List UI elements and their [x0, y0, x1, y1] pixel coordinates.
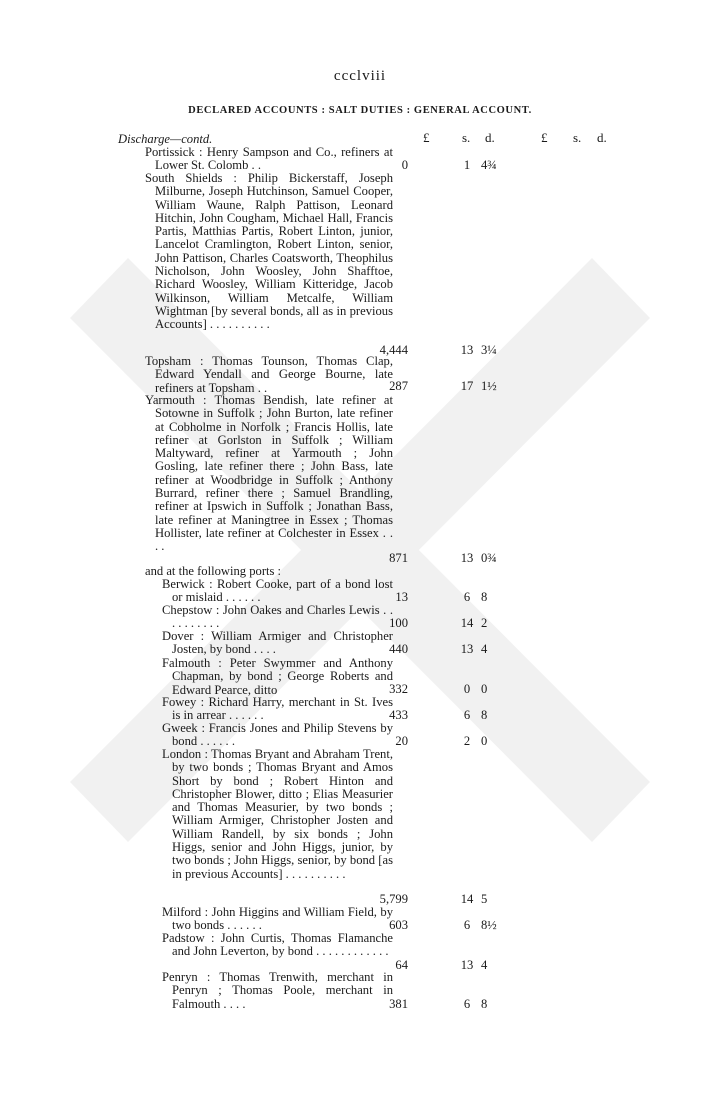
entry-pounds: 13 [395, 590, 408, 604]
entry-pounds: 287 [389, 379, 408, 393]
entry-pounds: 64 [395, 958, 408, 972]
entry-shillings: 13 [460, 958, 474, 972]
entry-pence: 4 [481, 642, 488, 656]
col-pounds-1: £ [423, 130, 430, 145]
entry-pence: 1½ [481, 379, 497, 393]
entry-pence: 2 [481, 616, 488, 630]
entry-text: Penryn : Thomas Trenwith, merchant in Penryn ; Thomas Poole, merchant in Falmouth . . . . [162, 970, 393, 1011]
entry-text: Chepstow : John Oakes and Charles Lewis . . . . . . . . . . [162, 603, 393, 631]
section-heading: Discharge—contd. [118, 132, 213, 146]
entry-shillings: 2 [463, 734, 471, 748]
entry-pence: 8 [481, 997, 488, 1011]
entry-shillings: 6 [463, 708, 471, 722]
col-shillings-2: s. [573, 130, 582, 145]
col-pounds-2: £ [541, 130, 548, 145]
col-pence-1: d. [485, 130, 495, 145]
entry-text: South Shields : Philip Bickerstaff, Joseph Milburne, Joseph Hutchinson, Samuel Cooper, William Waune, Ralph Pattison, Leonard Hitchin, John Cougham, Michael Hall, Francis Partis, Matthias Partis, Robert Linton, junior, Lancelot Cramlington, Robert Linton, senior, John Pattison, Charles Coatsworth, Theophilus Nicholson, John Woosley, John Shafftoe, Richard Woosley, William Kitteridge, Jacob Wilkinson, William Metcalfe, William Wightman [by several bonds, all as in previous Accounts] . . . . . . . . . . [145, 171, 393, 332]
entry-text: London : Thomas Bryant and Abraham Trent, by two bonds ; Thomas Bryant and Amos Short by bond ; Robert Hinton and Christopher Blower, ditto ; Elias Measurier and Thomas Measurier, by two bonds ; William Armiger, Christopher Josten and William Randell, by six bonds ; John Higgs, senior and John Higgs, junior, by two bonds ; John Higgs, senior, by bond [as in previous Accounts] . . . . . . . . . . [162, 747, 393, 881]
entry-pounds: 4,444 [379, 343, 408, 357]
entry-text: Milford : John Higgins and William Field, by two bonds . . . . . . [162, 905, 393, 933]
entry-text: Portissick : Henry Sampson and Co., refiners at Lower St. Colomb . . [145, 145, 393, 173]
entry-text: Dover : William Armiger and Christopher Josten, by bond . . . . [162, 629, 393, 657]
entry-text: Fowey : Richard Harry, merchant in St. Ives is in arrear . . . . . . [162, 695, 393, 723]
entry-text: and at the following ports : [145, 564, 282, 578]
entry-shillings: 13 [460, 551, 474, 565]
entry-shillings: 14 [460, 616, 474, 630]
entry-pounds: 20 [395, 734, 408, 748]
entry-shillings: 6 [463, 918, 471, 932]
entry-text: Topsham : Thomas Tounson, Thomas Clap, Edward Yendall and George Bourne, late refiners at Topsham . . [145, 354, 393, 395]
entry-pounds: 381 [389, 997, 408, 1011]
entry-pence: 8 [481, 708, 488, 722]
entry-pounds: 5,799 [379, 892, 408, 906]
entry-text: Berwick : Robert Cooke, part of a bond lost or mislaid . . . . . . [162, 577, 393, 605]
entry-text: Falmouth : Peter Swymmer and Anthony Chapman, by bond ; George Roberts and Edward Pearce, ditto [162, 656, 393, 697]
entry-shillings: 13 [460, 343, 474, 357]
col-shillings-1: s. [462, 130, 471, 145]
entry-shillings: 0 [463, 682, 471, 696]
entry-pence: 4¾ [481, 158, 497, 172]
entry-shillings: 6 [463, 590, 471, 604]
entry-text: Padstow : John Curtis, Thomas Flamanche and John Leverton, by bond . . . . . . . . . . . . [162, 931, 393, 959]
entry-shillings: 13 [460, 642, 474, 656]
entry-pence: 0¾ [481, 551, 497, 565]
entry-pounds: 440 [389, 642, 408, 656]
entry-pounds: 0 [401, 158, 408, 172]
entry-pounds: 871 [389, 551, 408, 565]
entry-pounds: 332 [389, 682, 408, 696]
page-number: ccclviii [333, 68, 387, 84]
entry-pence: 4 [481, 958, 488, 972]
entry-pence: 8 [481, 590, 488, 604]
entry-text: Gweek : Francis Jones and Philip Stevens by bond . . . . . . [162, 721, 393, 749]
entry-shillings: 14 [460, 892, 474, 906]
entry-shillings: 17 [460, 379, 474, 393]
entry-text: Yarmouth : Thomas Bendish, late refiner at Sotowne in Suffolk ; John Burton, late refiner at Cobholme in Norfolk ; Francis Hollis, late refiner at Gorlston in Suffolk ; William Maltyward, refiner at Yarmouth ; John Gosling, late refiner there ; John Bass, late refiner at Woodbridge in Suffolk ; Anthony Burrard, refiner there ; Samuel Brandling, refiner at Ipswich in Suffolk ; Jonathan Bass, late refiner at Maningtree in Essex ; Thomas Hollister, late refiner at Colchester in Essex . . . . [145, 393, 393, 554]
entry-pence: 3¼ [481, 343, 497, 357]
entry-pence: 5 [481, 892, 488, 906]
entry-shillings: 1 [463, 158, 471, 172]
entry-pence: 0 [481, 682, 488, 696]
entry-pounds: 433 [389, 708, 408, 722]
entry-pounds: 603 [389, 918, 408, 932]
running-head: DECLARED ACCOUNTS : SALT DUTIES : GENERAL ACCOUNT. [188, 105, 532, 116]
entry-shillings: 6 [463, 997, 471, 1011]
entry-pounds: 100 [389, 616, 408, 630]
entry-pence: 8½ [481, 918, 497, 932]
col-pence-2: d. [597, 130, 607, 145]
entry-pence: 0 [481, 734, 488, 748]
